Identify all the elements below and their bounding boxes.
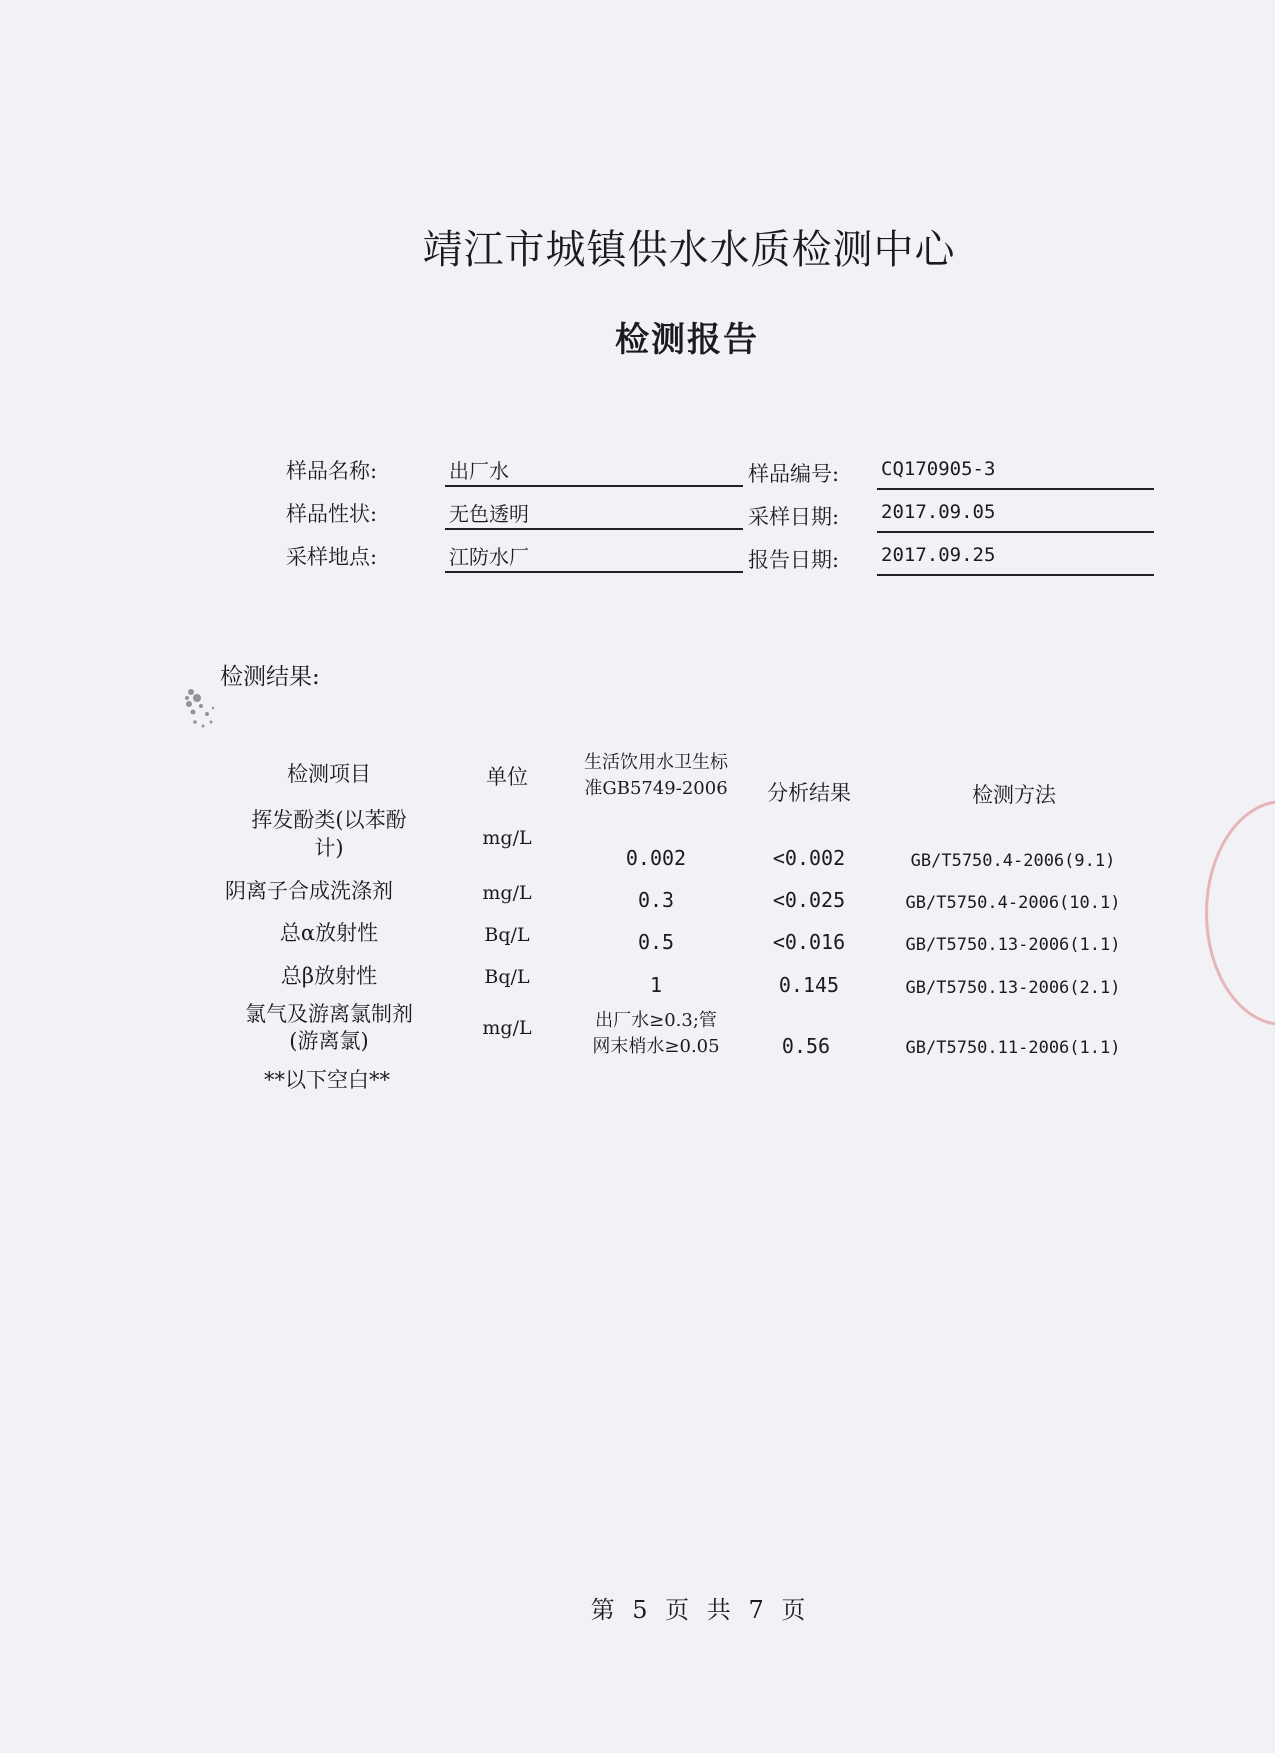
row-2-item: 阴离子合成洗涤剂 xyxy=(225,879,393,903)
end-note: **以下空白** xyxy=(264,1068,390,1092)
row-4-method: GB/T5750.13-2006(2.1) xyxy=(905,978,1121,998)
seal-stamp xyxy=(1205,800,1275,1026)
row-3-standard: 0.5 xyxy=(637,930,675,954)
organization-title: 靖江市城镇供水水质检测中心 xyxy=(422,227,956,273)
row-1-item-line1: 挥发酚类(以苯酚 xyxy=(251,808,407,832)
row-5-standard-line2: 网末梢水≥0.05 xyxy=(592,1036,720,1057)
results-section-label: 检测结果: xyxy=(220,664,320,690)
report-title: 检测报告 xyxy=(615,320,759,360)
row-2-method: GB/T5750.4-2006(10.1) xyxy=(905,893,1121,913)
row-5-result: 0.56 xyxy=(781,1034,831,1058)
row-4-unit: Bq/L xyxy=(484,966,530,988)
row-5-unit: mg/L xyxy=(482,1017,532,1039)
row-5-standard-line1: 出厂水≥0.3;管 xyxy=(595,1010,717,1031)
row-5-item-line1: 氯气及游离氯制剂 xyxy=(245,1002,413,1026)
report-date-value: 2017.09.25 xyxy=(877,544,1154,576)
row-2-result: <0.025 xyxy=(772,888,846,912)
sampling-location-value: 江防水厂 xyxy=(445,541,743,573)
row-1-unit: mg/L xyxy=(482,827,532,849)
sampling-date-value: 2017.09.05 xyxy=(877,501,1154,533)
sample-state-value: 无色透明 xyxy=(445,498,743,530)
row-3-result: <0.016 xyxy=(772,930,846,954)
row-5-method: GB/T5750.11-2006(1.1) xyxy=(905,1038,1121,1058)
sampling-location-label: 采样地点: xyxy=(286,545,378,569)
header-standard-line1: 生活饮用水卫生标 xyxy=(584,752,728,773)
sample-code-value: CQ170905-3 xyxy=(877,458,1154,490)
row-1-item-line2: 计) xyxy=(314,836,344,860)
row-4-item: 总β放射性 xyxy=(280,964,378,988)
row-2-standard: 0.3 xyxy=(637,888,675,912)
row-3-unit: Bq/L xyxy=(484,924,530,946)
header-unit: 单位 xyxy=(486,765,528,789)
row-5-item-line2: (游离氯) xyxy=(289,1029,369,1053)
row-4-result: 0.145 xyxy=(778,973,840,997)
sample-code-label: 样品编号: xyxy=(748,462,840,486)
row-1-standard: 0.002 xyxy=(625,846,687,870)
row-4-standard: 1 xyxy=(649,973,663,997)
report-date-label: 报告日期: xyxy=(748,548,840,572)
row-3-method: GB/T5750.13-2006(1.1) xyxy=(905,935,1121,955)
sample-name-value: 出厂水 xyxy=(445,455,743,487)
header-method: 检测方法 xyxy=(972,783,1056,807)
header-item: 检测项目 xyxy=(287,762,371,786)
row-1-result: <0.002 xyxy=(772,846,846,870)
row-2-unit: mg/L xyxy=(482,882,532,904)
sample-name-label: 样品名称: xyxy=(286,459,378,483)
header-result: 分析结果 xyxy=(767,781,851,805)
header-standard-line2: 准GB5749-2006 xyxy=(584,778,728,799)
page-number: 第 5 页 共 7 页 xyxy=(590,1596,806,1624)
sampling-date-label: 采样日期: xyxy=(748,505,840,529)
row-3-item: 总α放射性 xyxy=(279,921,379,945)
row-1-method: GB/T5750.4-2006(9.1) xyxy=(910,851,1116,871)
sample-state-label: 样品性状: xyxy=(286,502,378,526)
ink-smudge xyxy=(183,686,223,738)
